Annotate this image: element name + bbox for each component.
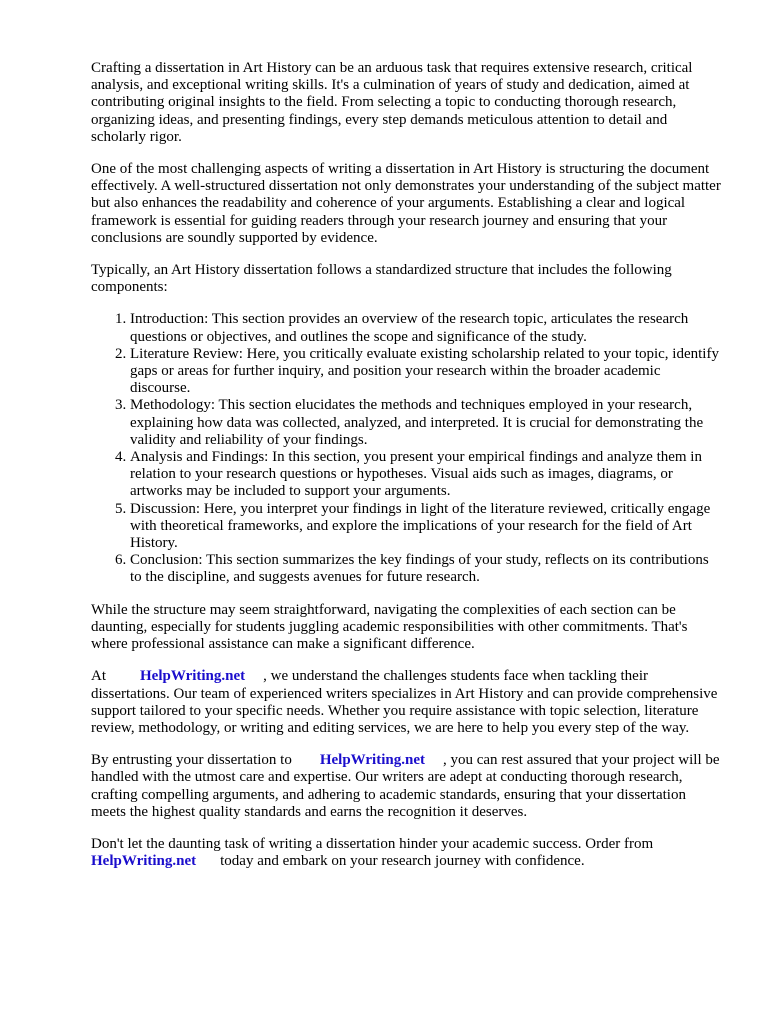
trust-paragraph-end: , you can rest assured that your project will be handled with the utmost care and expertise. Our writers are adept at conducting thorough research, crafting compelling arguments, and adhering to academic standards, ensuring that your dissertation meets the highest quality standards and earns the recognition it deserves. xyxy=(91,752,720,820)
service-paragraph-end: , we understand the challenges students face when tackling their dissertations. Our team of experienced writers specializes in Art History and can provide comprehensive support tailored to your specific needs. Whether you require assistance with topic selection, literature review, methodology, or writing and editing services, we are here to help you every step of the way. xyxy=(91,668,718,736)
trust-paragraph-start: By entrusting your dissertation to xyxy=(91,752,292,769)
list-item: 4. Analysis and Findings: In this section, you present your empirical findings and analyze them in relation to your research questions or hypotheses. Visual aids such as images, diagrams, or artworks may be included to support your arguments. xyxy=(130,449,721,501)
closing-paragraph xyxy=(91,836,721,870)
components-list xyxy=(91,311,721,586)
list-item: 5. Discussion: Here, you interpret your findings in light of the literature reviewed, critically engage with theoretical frameworks, and explore the implications of your research for the field of Art History. xyxy=(130,501,721,553)
closing-paragraph-start: Don't let the daunting task of writing a dissertation hinder your academic success. Order from xyxy=(91,835,654,852)
intro-paragraph: Crafting a dissertation in Art History can be an arduous task that requires extensive research, critical analysis, and exceptional writing skills. It's a culmination of years of study and dedication, aimed at contributing original insights to the field. From selecting a topic to conducting thorough research, organizing ideas, and presenting findings, every step demands meticulous attention to detail and scholarly rigor. xyxy=(91,60,693,145)
list-item: 1. Introduction: This section provides an overview of the research topic, articulates the research questions or objectives, and outlines the scope and significance of the study. xyxy=(130,311,721,345)
service-paragraph xyxy=(91,668,721,737)
list-item: 6. Conclusion: This section summarizes the key findings of your study, reflects on its contributions to the discipline, and suggests avenues for future research. xyxy=(130,552,721,586)
trust-paragraph xyxy=(91,752,721,821)
helpwriting-link[interactable]: HelpWriting.net xyxy=(140,668,246,685)
helpwriting-link[interactable]: HelpWriting.net xyxy=(319,752,425,769)
structure-paragraph: One of the most challenging aspects of writing a dissertation in Art History is structuring the document effectively. A well-structured dissertation not only demonstrates your understanding of the subject matter but also enhances the readability and coherence of your arguments. Establishing a clear and logical framework is essential for guiding readers through your research journey and ensuring that your conclusions are soundly supported by evidence. xyxy=(91,161,721,246)
assistance-paragraph: While the structure may seem straightforward, navigating the complexities of each section can be daunting, especially for students juggling academic responsibilities with other commitments. That's where professional assistance can make a significant difference. xyxy=(91,601,688,653)
list-item: 2. Literature Review: Here, you critically evaluate existing scholarship related to your topic, identify gaps or areas for further inquiry, and position your research within the broader academic discourse. xyxy=(130,346,721,398)
list-item: 3. Methodology: This section elucidates the methods and techniques employed in your research, explaining how data was collected, analyzed, and interpreted. It is crucial for demonstrating the validity and reliability of your findings. xyxy=(130,397,721,449)
components-intro-paragraph: Typically, an Art History dissertation follows a standardized structure that includes the following components: xyxy=(91,262,672,296)
closing-paragraph-end: today and embark on your research journey with confidence. xyxy=(220,853,585,870)
service-paragraph-start: At xyxy=(91,668,106,685)
helpwriting-link[interactable]: HelpWriting.net xyxy=(91,853,197,870)
